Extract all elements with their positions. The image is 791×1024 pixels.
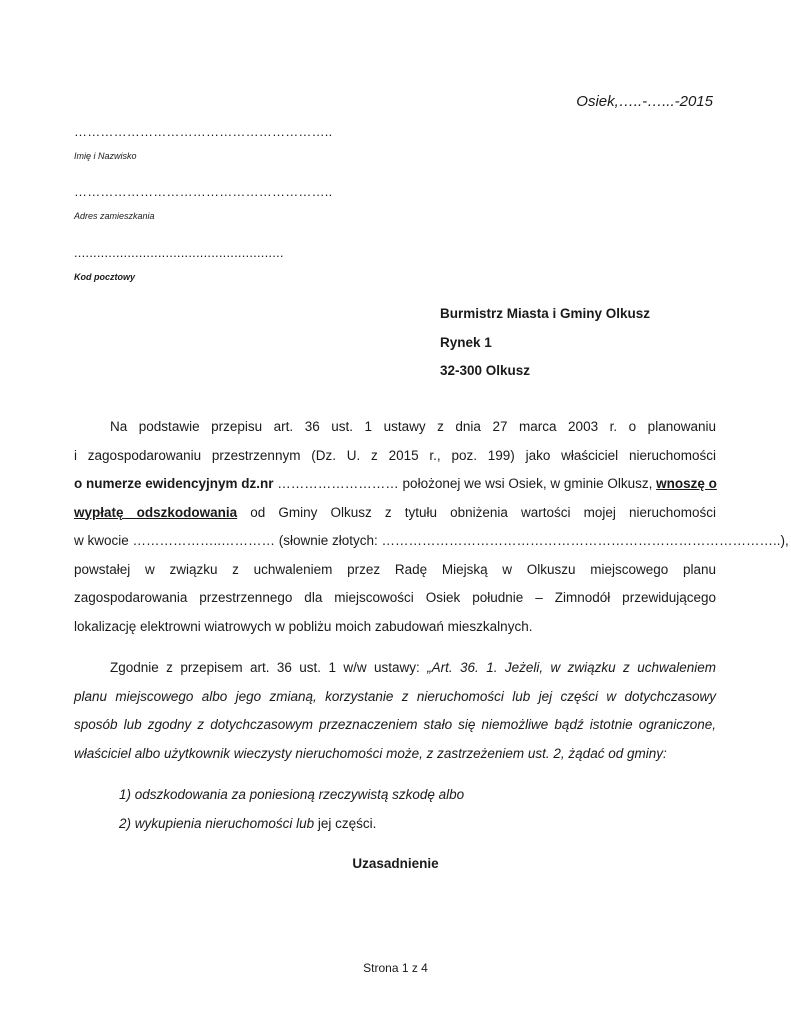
legal-quote-start: „Art. 36. 1. Jeżeli, w związku z uchwaleniem [427,660,716,675]
address-dotted-line: ………………………………………………….. [74,184,333,199]
location-text: ……………………… położonej we wsi Osiek, w gminie Olkusz, [273,476,657,491]
list-item: 1) odszkodowania za poniesioną rzeczywistą szkodę albo [119,787,465,802]
paragraph-request [74,413,789,641]
paragraph-line: w kwocie ………………..………… (słownie złotych: ……………………………………………………………………………..), [74,533,789,548]
paragraph-line [74,470,716,499]
name-label: Imię i Nazwisko [74,151,137,161]
parcel-number-label: o numerze ewidencyjnym dz.nr [74,476,274,491]
reason-text: od Gminy Olkusz z tytułu obniżenia wartości mojej nieruchomości [237,504,716,520]
request-emphasis: wnoszę o [656,476,717,491]
postal-label: Kod pocztowy [74,272,135,282]
name-dotted-line: ………………………………………………….. [74,124,333,139]
paragraph-line: Na podstawie przepisu art. 36 ust. 1 ustawy z dnia 27 marca 2003 r. o planowaniu [110,419,716,434]
place-date: Osiek,…..-…...-2015 [576,93,713,110]
paragraph-line: zagospodarowania przestrzennego dla miejscowości Osiek południe – Zimnodół przewidującego [74,590,716,605]
recipient-street: Rynek 1 [440,335,492,350]
paragraph-line [74,654,716,683]
paragraph-line: planu miejscowego albo jego zmianą, korzystanie z nieruchomości lub jej części w dotychczasowy [74,688,716,704]
paragraph-line [74,499,716,528]
paragraph-line: sposób lub zgodny z dotychczasowym przeznaczeniem stało się niemożliwe bądź istotnie ograniczone, [74,717,716,732]
list-item-plain: jej części. [314,816,377,831]
list-item-italic: 2) wykupienia nieruchomości lub [119,816,315,831]
address-label: Adres zamieszkania [74,211,155,221]
request-emphasis-cont: wypłatę odszkodowania [74,504,238,520]
page-number: Strona 1 z 4 [363,961,428,975]
paragraph-line: i zagospodarowaniu przestrzennym (Dz. U. z 2015 r., poz. 199) jako właściciel nieruchomości [74,447,716,463]
section-heading: Uzasadnienie [352,856,439,871]
list-item [119,809,464,838]
paragraph-line: właściciel albo użytkownik wieczysty nieruchomości może, z zastrzeżeniem ust. 2, żądać od gminy: [74,745,667,761]
paragraph-line: powstałej w związku z uchwaleniem przez Radę Miejską w Olkuszu miejscowego planu [74,561,716,577]
recipient-city: 32-300 Olkusz [440,363,531,378]
paragraph-line: lokalizację elektrowni wiatrowych w pobliżu moich zabudowań mieszkalnych. [74,618,533,634]
legal-intro: Zgodnie z przepisem art. 36 ust. 1 w/w ustawy: [110,660,428,675]
recipient-name: Burmistrz Miasta i Gminy Olkusz [440,306,651,321]
paragraph-legal-basis [74,654,716,768]
postal-dotted-line: ....................................................... [74,245,284,260]
claims-list [119,780,464,838]
